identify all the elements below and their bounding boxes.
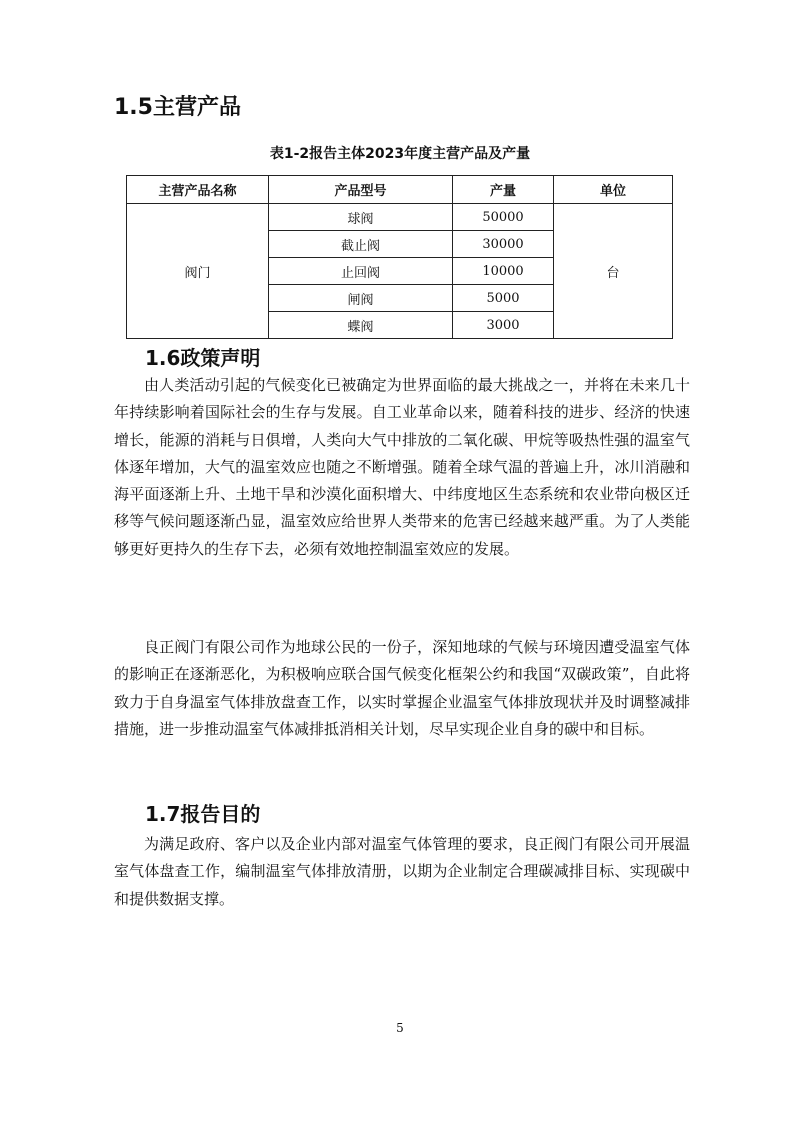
policy-paragraph-1: 由人类活动引起的气候变化已被确定为世界面临的最大挑战之一，并将在未来几十年持续影响着国际社会的生存与发展。自工业革命以来，随着科技的进步、经济的快速增长，能源的消耗与日俱增，人类向大气中排放的二氧化碳、甲烷等吸热性强的温室气体逐年增加，大气的温室效应也随之不断增强。随着全球气温的普遍上升，冰川消融和海平面逐渐上升、土地干旱和沙漠化面积增大、中纬度地区生态系统和农业带向极区迁移等气候问题逐渐凸显，温室效应给世界人类带来的危害已经越来越严重。为了人类能够更好更持久的生存下去，必须有效地控制温室效应的发展。 (114, 376, 690, 558)
cell-product-name: 阀门 (127, 204, 269, 339)
header-unit: 单位 (554, 176, 673, 204)
section-heading-main-products: 1.5主营产品 (114, 95, 241, 120)
main-products-table (126, 175, 673, 339)
cell-output: 10000 (453, 258, 554, 285)
header-product-model: 产品型号 (269, 176, 453, 204)
policy-paragraph-2: 良正阀门有限公司作为地球公民的一份子，深知地球的气候与环境因遭受温室气体的影响正在逐渐恶化，为积极响应联合国气候变化框架公约和我国“双碳政策”，自此将致力于自身温室气体排放盘查工作，以实时掌握企业温室气体排放现状并及时调整减排措施，进一步推动温室气体减排抵消相关计划，尽早实现企业自身的碳中和目标。 (114, 638, 690, 738)
header-product-name: 主营产品名称 (127, 176, 269, 204)
cell-output: 3000 (453, 312, 554, 339)
section-heading-purpose: 1.7报告目的 (145, 802, 261, 826)
cell-model: 截止阀 (269, 231, 453, 258)
table-header-row (127, 176, 673, 204)
header-output: 产量 (453, 176, 554, 204)
cell-model: 蝶阀 (269, 312, 453, 339)
cell-model: 球阀 (269, 204, 453, 231)
cell-model: 止回阀 (269, 258, 453, 285)
section-heading-policy: 1.6政策声明 (145, 346, 261, 370)
cell-unit: 台 (554, 204, 673, 339)
table-row (127, 204, 673, 231)
cell-output: 30000 (453, 231, 554, 258)
cell-output: 5000 (453, 285, 554, 312)
page-number: 5 (396, 1021, 404, 1035)
table-caption: 表1-2报告主体2023年度主营产品及产量 (269, 146, 531, 162)
purpose-paragraph: 为满足政府、客户以及企业内部对温室气体管理的要求，良正阀门有限公司开展温室气体盘查工作，编制温室气体排放清册，以期为企业制定合理碳减排目标、实现碳中和提供数据支撑。 (114, 835, 690, 908)
cell-output: 50000 (453, 204, 554, 231)
cell-model: 闸阀 (269, 285, 453, 312)
